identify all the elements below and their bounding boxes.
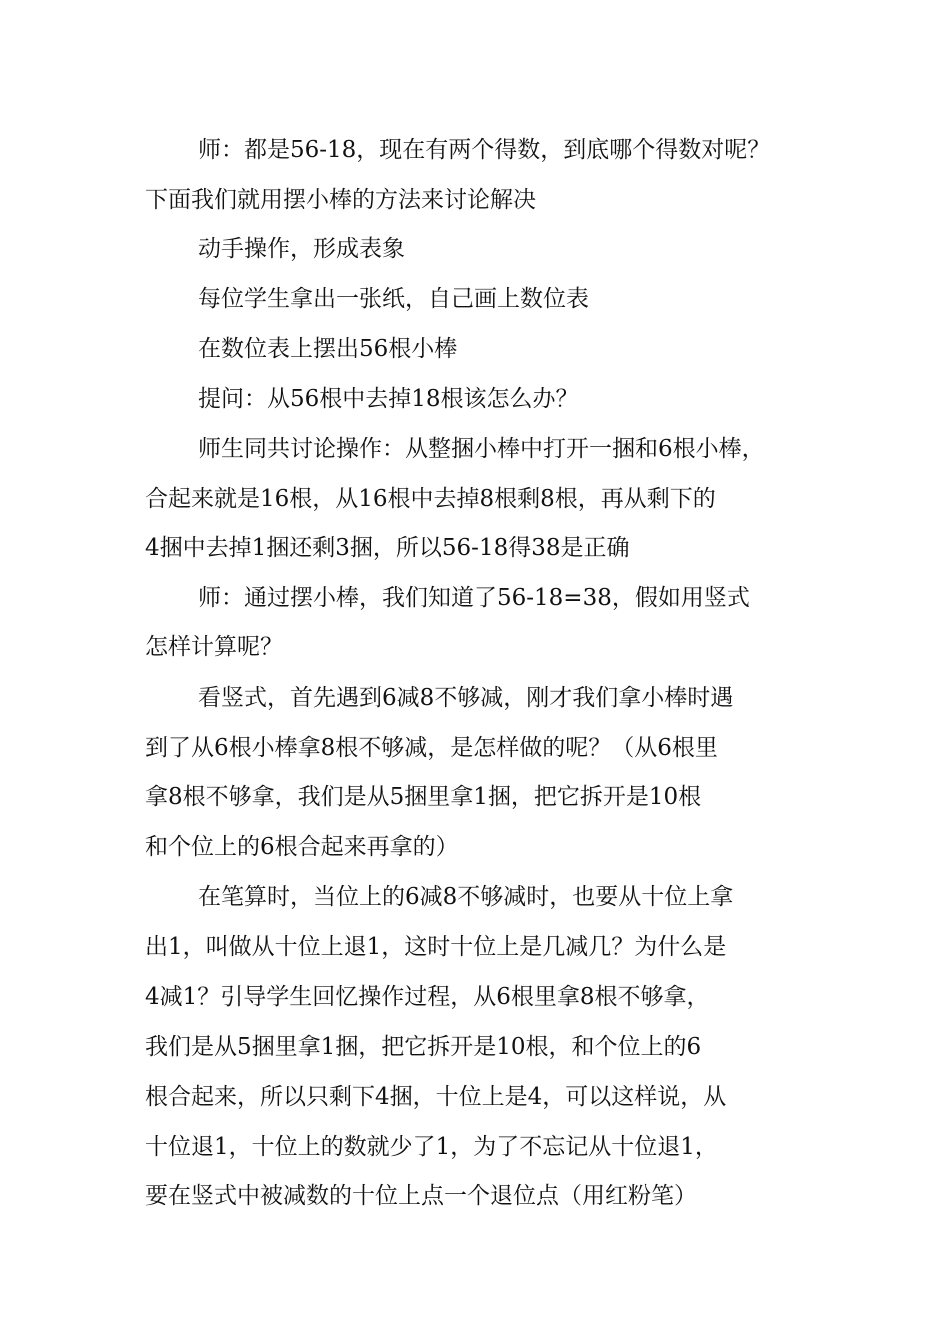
text-line: 4捆中去掉1捆还剩3捆，所以56-18得38是正确 — [145, 535, 630, 561]
text-line: 怎样计算呢？ — [145, 634, 283, 660]
text-line: 每位学生拿出一张纸，自己画上数位表 — [198, 286, 589, 312]
text-line: 在数位表上摆出56根小棒 — [198, 336, 458, 362]
text-line: 提问：从56根中去掉18根该怎么办？ — [198, 386, 579, 412]
text-line: 要在竖式中被减数的十位上点一个退位点（用红粉笔） — [145, 1183, 697, 1209]
text-line: 出1，叫做从十位上退1，这时十位上是几减几？为什么是 — [145, 934, 727, 960]
text-line: 我们是从5捆里拿1捆，把它拆开是10根，和个位上的6 — [145, 1034, 702, 1060]
text-line: 师：通过摆小棒，我们知道了56-18=38，假如用竖式 — [198, 585, 750, 611]
text-line: 师：都是56-18，现在有两个得数，到底哪个得数对呢？ — [198, 137, 771, 163]
text-line: 看竖式，首先遇到6减8不够减，刚才我们拿小棒时遇 — [198, 685, 734, 711]
text-line: 到了从6根小棒拿8根不够减，是怎样做的呢？（从6根里 — [145, 735, 718, 761]
text-line: 师生同共讨论操作：从整捆小棒中打开一捆和6根小棒， — [198, 436, 765, 462]
text-line: 合起来就是16根，从16根中去掉8根剩8根，再从剩下的 — [145, 486, 716, 512]
text-line: 十位退1，十位上的数就少了1，为了不忘记从十位退1， — [145, 1134, 718, 1160]
text-line: 在笔算时，当位上的6减8不够减时，也要从十位上拿 — [198, 884, 734, 910]
text-line: 4减1？引导学生回忆操作过程，从6根里拿8根不够拿， — [145, 984, 710, 1010]
text-line: 动手操作，形成表象 — [198, 236, 405, 262]
text-line: 根合起来，所以只剩下4捆，十位上是4，可以这样说，从 — [145, 1084, 727, 1110]
text-line: 下面我们就用摆小棒的方法来讨论解决 — [145, 187, 536, 213]
text-line: 拿8根不够拿，我们是从5捆里拿1捆，把它拆开是10根 — [145, 784, 702, 810]
text-line: 和个位上的6根合起来再拿的） — [145, 834, 459, 860]
